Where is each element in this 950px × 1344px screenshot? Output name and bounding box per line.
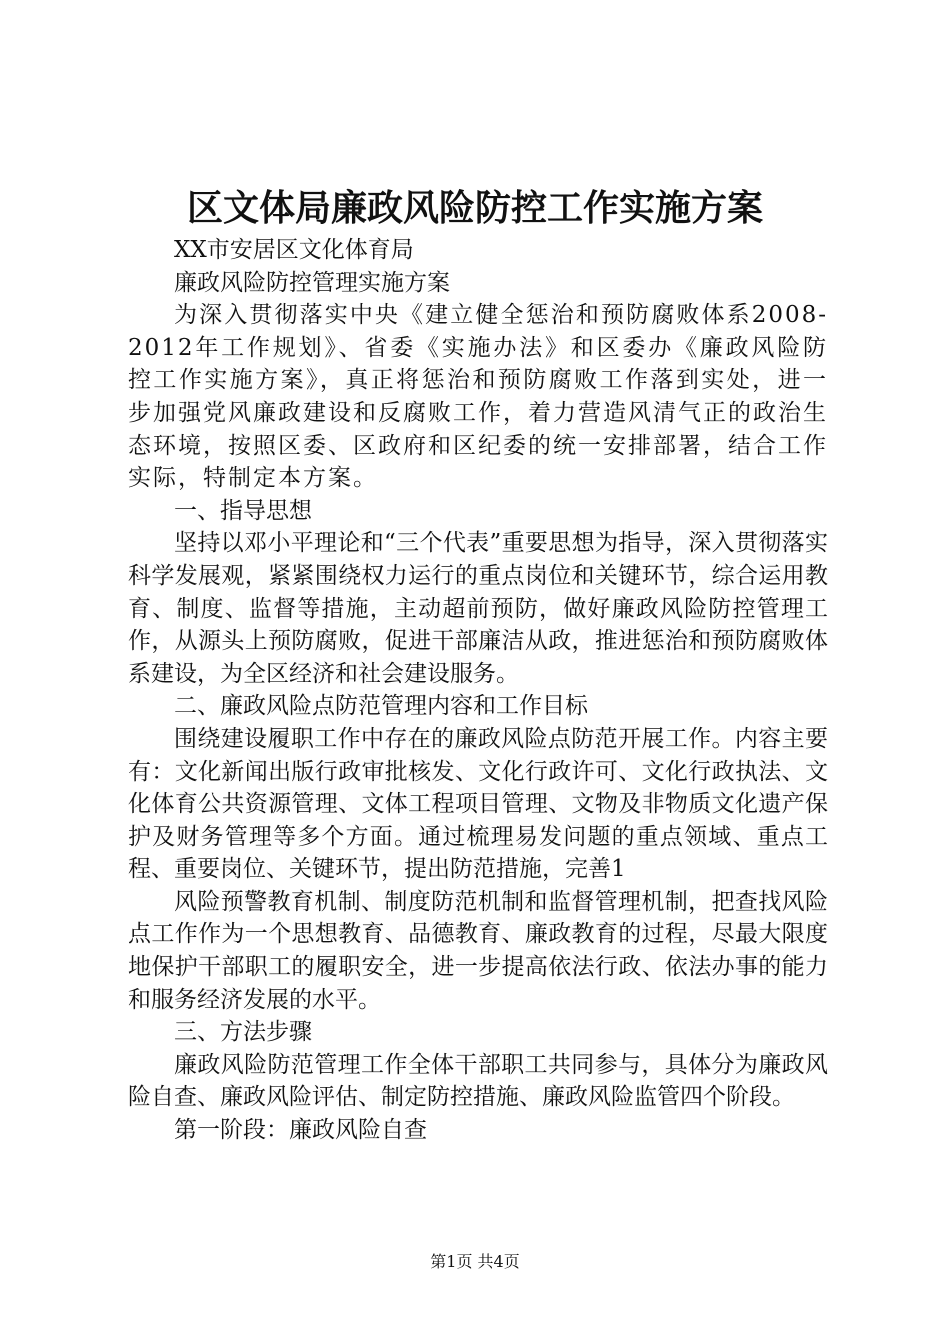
document-title: 区文体局廉政风险防控工作实施方案	[186, 187, 763, 229]
heading-content-and-goals: 二、廉政风险点防范管理内容和工作目标	[174, 693, 588, 720]
paragraph-guiding-ideology: 坚持以邓小平理论和“三个代表”重要思想为指导，深入贯彻落实科学发展观，紧紧围绕权力运行的重点岗位和关键环节，综合运用教育、制度、监督等措施，主动超前预防，做好廉政风险防控管理工作，从源头上预防腐败，促进干部廉洁从政，推进惩治和预防腐败体系建设，为全区经济和社会建设服务。	[128, 530, 828, 687]
paragraph-mechanisms: 风险预警教育机制、制度防范机制和监督管理机制，把查找风险点工作作为一个思想教育、品德教育、廉政教育的过程，尽最大限度地保护干部职工的履职安全，进一步提高依法行政、依法办事的能力和服务经济发展的水平。	[128, 888, 828, 1013]
page-footer: 第1页 共4页	[430, 1252, 520, 1271]
heading-methods-steps: 三、方法步骤	[174, 1019, 312, 1046]
heading-stage-one: 第一阶段：廉政风险自查	[174, 1117, 427, 1144]
paragraph-methods-steps: 廉政风险防范管理工作全体干部职工共同参与，具体分为廉政风险自查、廉政风险评估、制定防控措施、廉政风险监管四个阶段。	[128, 1051, 828, 1111]
heading-guiding-ideology: 一、指导思想	[174, 497, 312, 524]
paragraph-intro: 为深入贯彻落实中央《建立健全惩治和预防腐败体系2008-2012年工作规划》、省委《实施办法》和区委办《廉政风险防控工作实施方案》，真正将惩治和预防腐败工作落到实处，进一步加强党风廉政建设和反腐败工作，着力营造风清气正的政治生态环境，按照区委、区政府和区纪委的统一安排部署，结合工作实际，特制定本方案。	[128, 302, 828, 492]
paragraph-plan-name: 廉政风险防控管理实施方案	[174, 269, 450, 296]
document-body	[128, 234, 828, 1147]
paragraph-content-and-goals: 围绕建设履职工作中存在的廉政风险点防范开展工作。内容主要有：文化新闻出版行政审批核发、文化行政许可、文化行政执法、文化体育公共资源管理、文体工程项目管理、文物及非物质文化遗产保护及财务管理等多个方面。通过梳理易发问题的重点领域、重点工程、重要岗位、关键环节，提出防范措施，完善1	[128, 725, 828, 883]
paragraph-org-name: XX市安居区文化体育局	[174, 237, 414, 263]
